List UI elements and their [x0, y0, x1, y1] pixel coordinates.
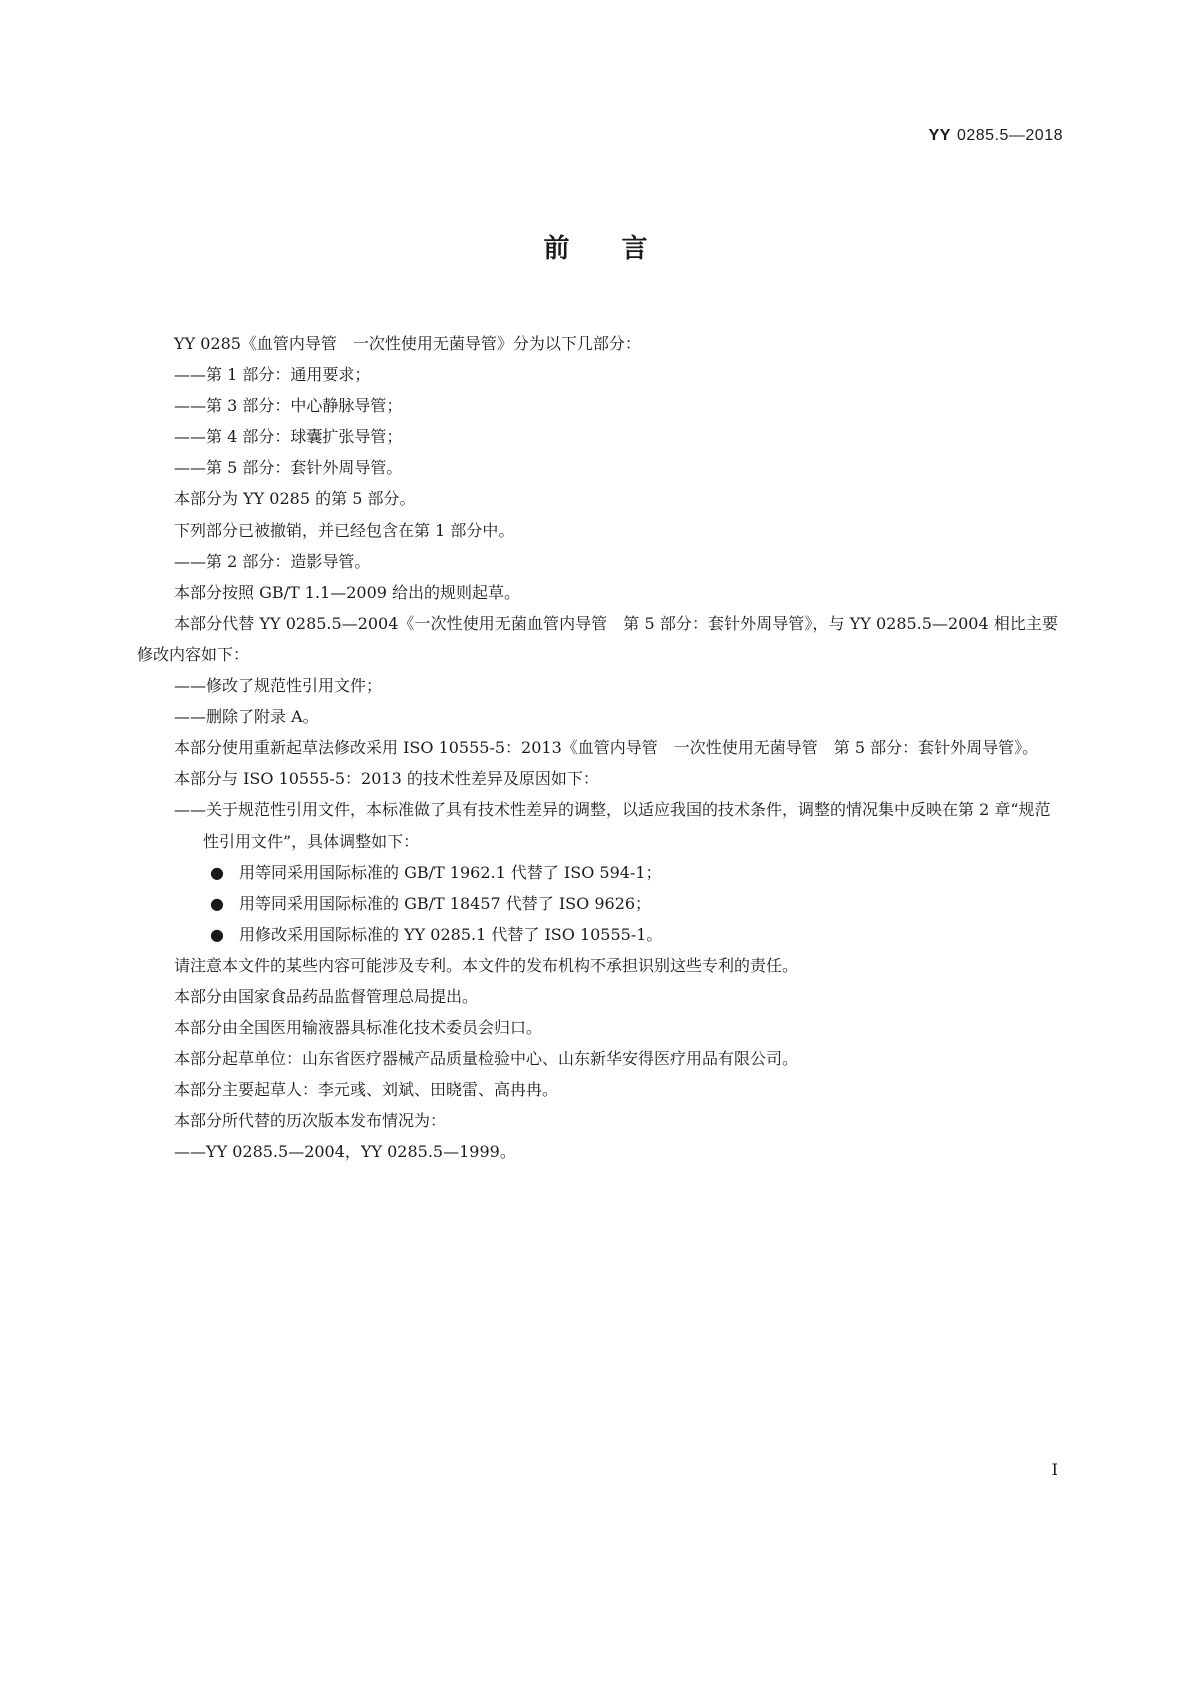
dash-item: ——第 5 部分：套针外周导管。 — [174, 458, 403, 478]
page-number: I — [1051, 1460, 1058, 1479]
paragraph: 本部分起草单位：山东省医疗器械产品质量检验中心、山东新华安得医疗用品有限公司。 — [174, 1049, 799, 1069]
standard-code-prefix: YY — [928, 127, 951, 144]
paragraph: 本部分为 YY 0285 的第 5 部分。 — [174, 489, 416, 509]
bullet-text: 用等同采用国际标准的 GB/T 1962.1 代替了 ISO 594-1； — [239, 862, 662, 882]
paragraph: 本部分使用重新起草法修改采用 ISO 10555-5：2013《血管内导管 一次性使用无菌导管 第 5 部分：套针外周导管》。 — [174, 738, 1039, 758]
paragraph: 下列部分已被撤销，并已经包含在第 1 部分中。 — [174, 520, 515, 540]
foreword-body — [137, 328, 1058, 1168]
bullet-item — [137, 919, 1058, 950]
dash-item: ——关于规范性引用文件，本标准做了具有技术性差异的调整，以适应我国的技术条件，调整的情况集中反映在第 2 章“规范性引用文件”，具体调整如下： — [174, 800, 1051, 851]
bullet-item — [137, 857, 1058, 888]
bullet-text: 用修改采用国际标准的 YY 0285.1 代替了 ISO 10555-1。 — [239, 924, 663, 944]
dash-item: ——第 4 部分：球囊扩张导管； — [174, 427, 403, 447]
bullet-dot-icon: ● — [210, 862, 224, 882]
dash-item: ——第 1 部分：通用要求； — [174, 365, 371, 385]
standard-code-number: 0285.5—2018 — [956, 127, 1063, 144]
paragraph: 本部分与 ISO 10555-5：2013 的技术性差异及原因如下： — [174, 769, 599, 789]
paragraph: 本部分由国家食品药品监督管理总局提出。 — [174, 986, 479, 1006]
dash-item: ——删除了附录 A。 — [174, 707, 319, 727]
paragraph: 请注意本文件的某些内容可能涉及专利。本文件的发布机构不承担识别这些专利的责任。 — [174, 955, 799, 975]
paragraph: YY 0285《血管内导管 一次性使用无菌导管》分为以下几部分： — [174, 334, 641, 353]
dash-item: ——YY 0285.5—2004，YY 0285.5—1999。 — [174, 1142, 516, 1162]
bullet-dot-icon: ● — [210, 924, 224, 944]
paragraph: 本部分按照 GB/T 1.1—2009 给出的规则起草。 — [174, 582, 521, 602]
dash-item: ——修改了规范性引用文件； — [174, 676, 383, 696]
paragraph: 本部分主要起草人：李元彧、刘斌、田晓雷、高冉冉。 — [174, 1080, 559, 1100]
bullet-item — [137, 888, 1058, 919]
paragraph: 本部分所代替的历次版本发布情况为： — [174, 1111, 447, 1131]
standard-code — [929, 127, 1063, 145]
bullet-text: 用等同采用国际标准的 GB/T 18457 代替了 ISO 9626； — [239, 893, 652, 913]
page-title: 前言 — [543, 234, 700, 264]
dash-item: ——第 2 部分：造影导管。 — [174, 551, 371, 571]
paragraph: 本部分由全国医用输液器具标准化技术委员会归口。 — [174, 1018, 543, 1038]
bullet-dot-icon: ● — [210, 893, 224, 913]
paragraph: 本部分代替 YY 0285.5—2004《一次性使用无菌血管内导管 第 5 部分：套针外周导管》，与 YY 0285.5—2004 相比主要修改内容如下： — [137, 613, 1058, 664]
dash-item: ——第 3 部分：中心静脉导管； — [174, 396, 403, 416]
